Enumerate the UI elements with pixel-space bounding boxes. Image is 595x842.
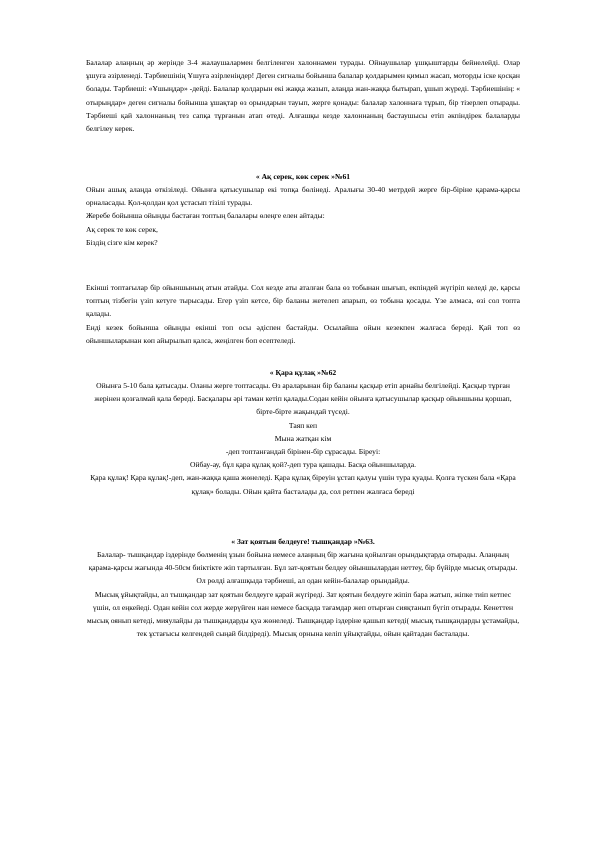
game-63-paragraph-1: Балалар- тышқандар іздерінде бөлменің ұзын бойына немесе алаңның бір жағына қойылған орындықтарда отырады. Алаңның қарама-қарсы жағында 40-50см биіктікте жіп тартылған. Бұл зат-қоятын белдеу ойыншылардан неттеу, бір бүйірде мысық отырады. Ол рөлді алғашқыда тәрбиеші, ал одан кейін-балалар орындайды. [88,550,518,586]
game-62-line-1: Таяп кеп [288,420,318,430]
game-61-paragraph-2: Екінші топтағылар бір ойыншының атын атайды. Сол кезде аты аталған бала өз тобынан шығып, екпіндей жүгіріп келеді де, қарсы топтың тізбегін үзіп кетуге тырысады. Егер үзіп кетсе, бір баланы жетелеп апарып, өз тобына қосады. Үзе алмаса, өзі сол топта қалады. [86,283,520,319]
game-61-continuation [86,281,520,347]
game-62-line-3: -деп топтанғандай бірінен-бір сұрасады. Біреуі: [225,447,381,457]
game-63-body [86,548,520,640]
intro-paragraph: Балалар алаңның әр жерінде 3-4 жалаушалармен белгіленген халоннамен турады. Ойнаушылар ұшқыштарды бейнелейді. Олар ұшуға әзірленеді. Тәрбиешінің Ұшуға әзірленіңдер! Деген сигналы бойынша балалар қолдарымен қимыл жасап, моторды іске қосқан болады. Тәрбиеші: «Ұшыңдар» -дейді. Балалар қолдарын екі жаққа жазып, алаңда жан-жаққа бытырап, ұшып жүреді. Тәрбиешінің: « отырыңдар» деген сигналы бойынша ұшақтар өз орындарын тауып, жерге қонады: балалар халоннаға тұрып, бір тізерлеп отырады. Тәрбиеші қай халоннаның тез сапқа тұрғанын атап өтеді. Алғашқы кезде халоннаның бастаушысы етіп әкпіндірек балаларды белгілеу керек. [86,58,520,134]
game-63-title: « Зат қоятын белдеуге! тышқандар »№63. [231,537,375,546]
game-62-paragraph: Ойынға 5-10 бала қатысады. Оланы жерге топтасады. Өз араларынан бір баланы қасқыр етіп арнайы белгілейді. Қасқыр тұрған жерінен қозғалмай қала береді. Басқалары әрі таман кетіп қалады.Содан кейін ойынға қатысушылар қасқыр ойыншыны қоршап, бірте-бірте жақындай түседі. [94,381,512,417]
game-61-body [86,183,520,249]
game-61-title: « Ақ серек, көк серек »№61 [255,172,351,181]
game-62-line-2: Мына жатқан кім [274,433,332,443]
game-61-paragraph-3: Енді кезек бойынша ойынды екінші топ осы әдіспен бастайды. Осылайша ойын кезекпен жалғаса береді. Қай топ өз ойыншыларынан көп айырылып қалса, жеңілген боп есептеледі. [86,322,520,345]
game-61-rhyme-line-1: Ақ серек те көк серек, [86,224,158,234]
game-62-line-4: Ойбау-ау, бұл қара құлақ қой?-деп тура қашады. Басқа ойыншыларда. [189,460,417,470]
game-61-rhyme-line-2: Біздің сізге кім керек? [86,237,158,247]
game-62-line-5: Қара құлақ! Қара құлақ!-деп, жан-жаққа қаша жөнеледі. Қара құлақ біреуін ұстап қалуы үшін тура қуады. Қолға түскен бала «Қара құлақ» болады. Ойын қайта басталады да, сол ретпен жалғаса береді [90,473,516,496]
game-61-paragraph: Ойын ашық алаңда өткізіледі. Ойынға қатысушылар екі топқа бөлінеді. Аралығы 30-40 метрдей жерге бір-біріне қарама-қарсы орналасады. Қол-қолдан қол ұстасып тізілі турады. [86,185,520,208]
game-62-title: « Қара құлақ »№62 [269,368,337,377]
game-62-body [86,379,520,498]
game-61-rhyme-intro: Жеребе бойынша ойынды бастаған топтың балалары өлеңге елен айтады: [86,211,325,221]
game-63-paragraph-2: Мысық ұйықтайды, ал тышқандар зат қоятын белдеуге қарай жүгіреді. Зат қоятын белдеуге жіпіп бара жатып, жіпке тиіп кетпес үшін, ол еңкейеді. Одан кейін сол жерде жерүйген нан немесе басқада тағамдар жеп отырған сияқтанып бүгіп отырады. Кенеттен мысық оянып кетеді, мияулайды да тышқандарды қуа жөнеледі. Тышқандар іздеріне қашып кетеді( мысық тышқандарды ұстамайды, тек ұстағысы келгендей сыңай білдіреді). Мысық орнына келіп ұйықтайды, ойын қайтадан басталады. [86,589,520,639]
